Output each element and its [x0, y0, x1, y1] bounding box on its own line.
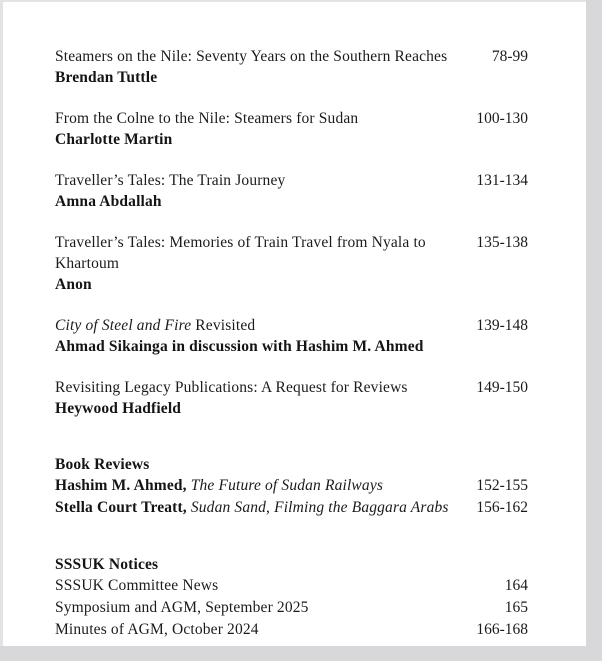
sssuk-notices-section	[55, 554, 528, 641]
toc-entry-title-roman: Revisiting Legacy Publications: A Request for Reviews	[55, 379, 408, 396]
toc-entry-pages: 100-130	[476, 110, 528, 127]
book-review-row	[55, 475, 528, 497]
book-review-pages: 156-162	[476, 499, 528, 516]
toc-entry-title-roman: Revisited	[191, 317, 256, 334]
toc-entry-title-italic: City of Steel and Fire	[55, 317, 192, 334]
notice-pages: 164	[504, 577, 528, 594]
toc-entry-title	[55, 232, 460, 274]
toc-entry-author: Heywood Hadfield	[55, 400, 182, 417]
toc-entry-author: Charlotte Martin	[55, 131, 173, 148]
notice-label: Symposium and AGM, September 2025	[55, 599, 309, 616]
notice-row	[55, 597, 528, 619]
toc-entry	[55, 315, 528, 357]
toc-entry-pages: 149-150	[476, 379, 528, 396]
toc-entry-title-row	[55, 46, 528, 67]
toc-entry-title	[55, 108, 358, 129]
toc-entry-title-row	[55, 108, 528, 129]
book-review-label	[55, 497, 449, 519]
book-review-work: The Future of Sudan Railways	[190, 477, 384, 494]
section-spacer	[55, 539, 528, 554]
toc-entry-title	[55, 46, 447, 67]
section-spacer	[55, 439, 528, 454]
toc-entry-title-roman: Steamers on the Nile: Seventy Years on the Southern Reaches	[55, 48, 448, 65]
toc-entry-title-roman: From the Colne to the Nile: Steamers for Sudan	[55, 110, 359, 127]
notice-pages: 166-168	[476, 621, 528, 638]
toc-entry	[55, 46, 528, 88]
toc-entry	[55, 108, 528, 150]
toc-entry-author: Amna Abdallah	[55, 193, 162, 210]
toc-entry-title-row	[55, 315, 528, 336]
toc-entry	[55, 170, 528, 212]
book-review-pages: 152-155	[476, 477, 528, 494]
toc-entry-title	[55, 315, 255, 336]
table-of-contents	[55, 46, 528, 661]
book-review-reviewer: Stella Court Treatt,	[55, 499, 187, 516]
book-reviews-heading: Book Reviews	[55, 456, 150, 473]
notice-label: SSSUK Committee News	[55, 577, 219, 594]
toc-entry-pages: 135-138	[476, 234, 528, 251]
book-review-label	[55, 475, 383, 497]
notice-row	[55, 575, 528, 597]
toc-entry-title-row	[55, 170, 528, 191]
toc-entry-author: Ahmad Sikainga in discussion with Hashim M. Ahmed	[55, 338, 424, 355]
toc-entry-title	[55, 377, 408, 398]
toc-entry-title-row	[55, 232, 528, 274]
toc-entry-title-roman: Traveller’s Tales: The Train Journey	[55, 172, 286, 189]
notice-row	[55, 619, 528, 641]
toc-entry	[55, 232, 528, 295]
book-reviews-section	[55, 454, 528, 519]
toc-entry-author: Anon	[55, 276, 92, 293]
notice-label: Minutes of AGM, October 2024	[55, 621, 259, 638]
book-review-work: Sudan Sand, Filming the Baggara Arabs	[190, 499, 449, 516]
toc-entry-pages: 78-99	[491, 48, 528, 65]
book-review-row	[55, 497, 528, 519]
toc-entry	[55, 377, 528, 419]
toc-entry-pages: 131-134	[476, 172, 528, 189]
toc-entry-pages: 139-148	[476, 317, 528, 334]
notice-pages: 165	[504, 599, 528, 616]
toc-entry-title	[55, 170, 285, 191]
toc-entry-author: Brendan Tuttle	[55, 69, 158, 86]
sssuk-notices-heading: SSSUK Notices	[55, 556, 159, 573]
book-review-reviewer: Hashim M. Ahmed,	[55, 477, 187, 494]
toc-entry-title-roman: Traveller’s Tales: Memories of Train Travel from Nyala to Khartoum	[55, 234, 426, 272]
toc-entry-title-row	[55, 377, 528, 398]
